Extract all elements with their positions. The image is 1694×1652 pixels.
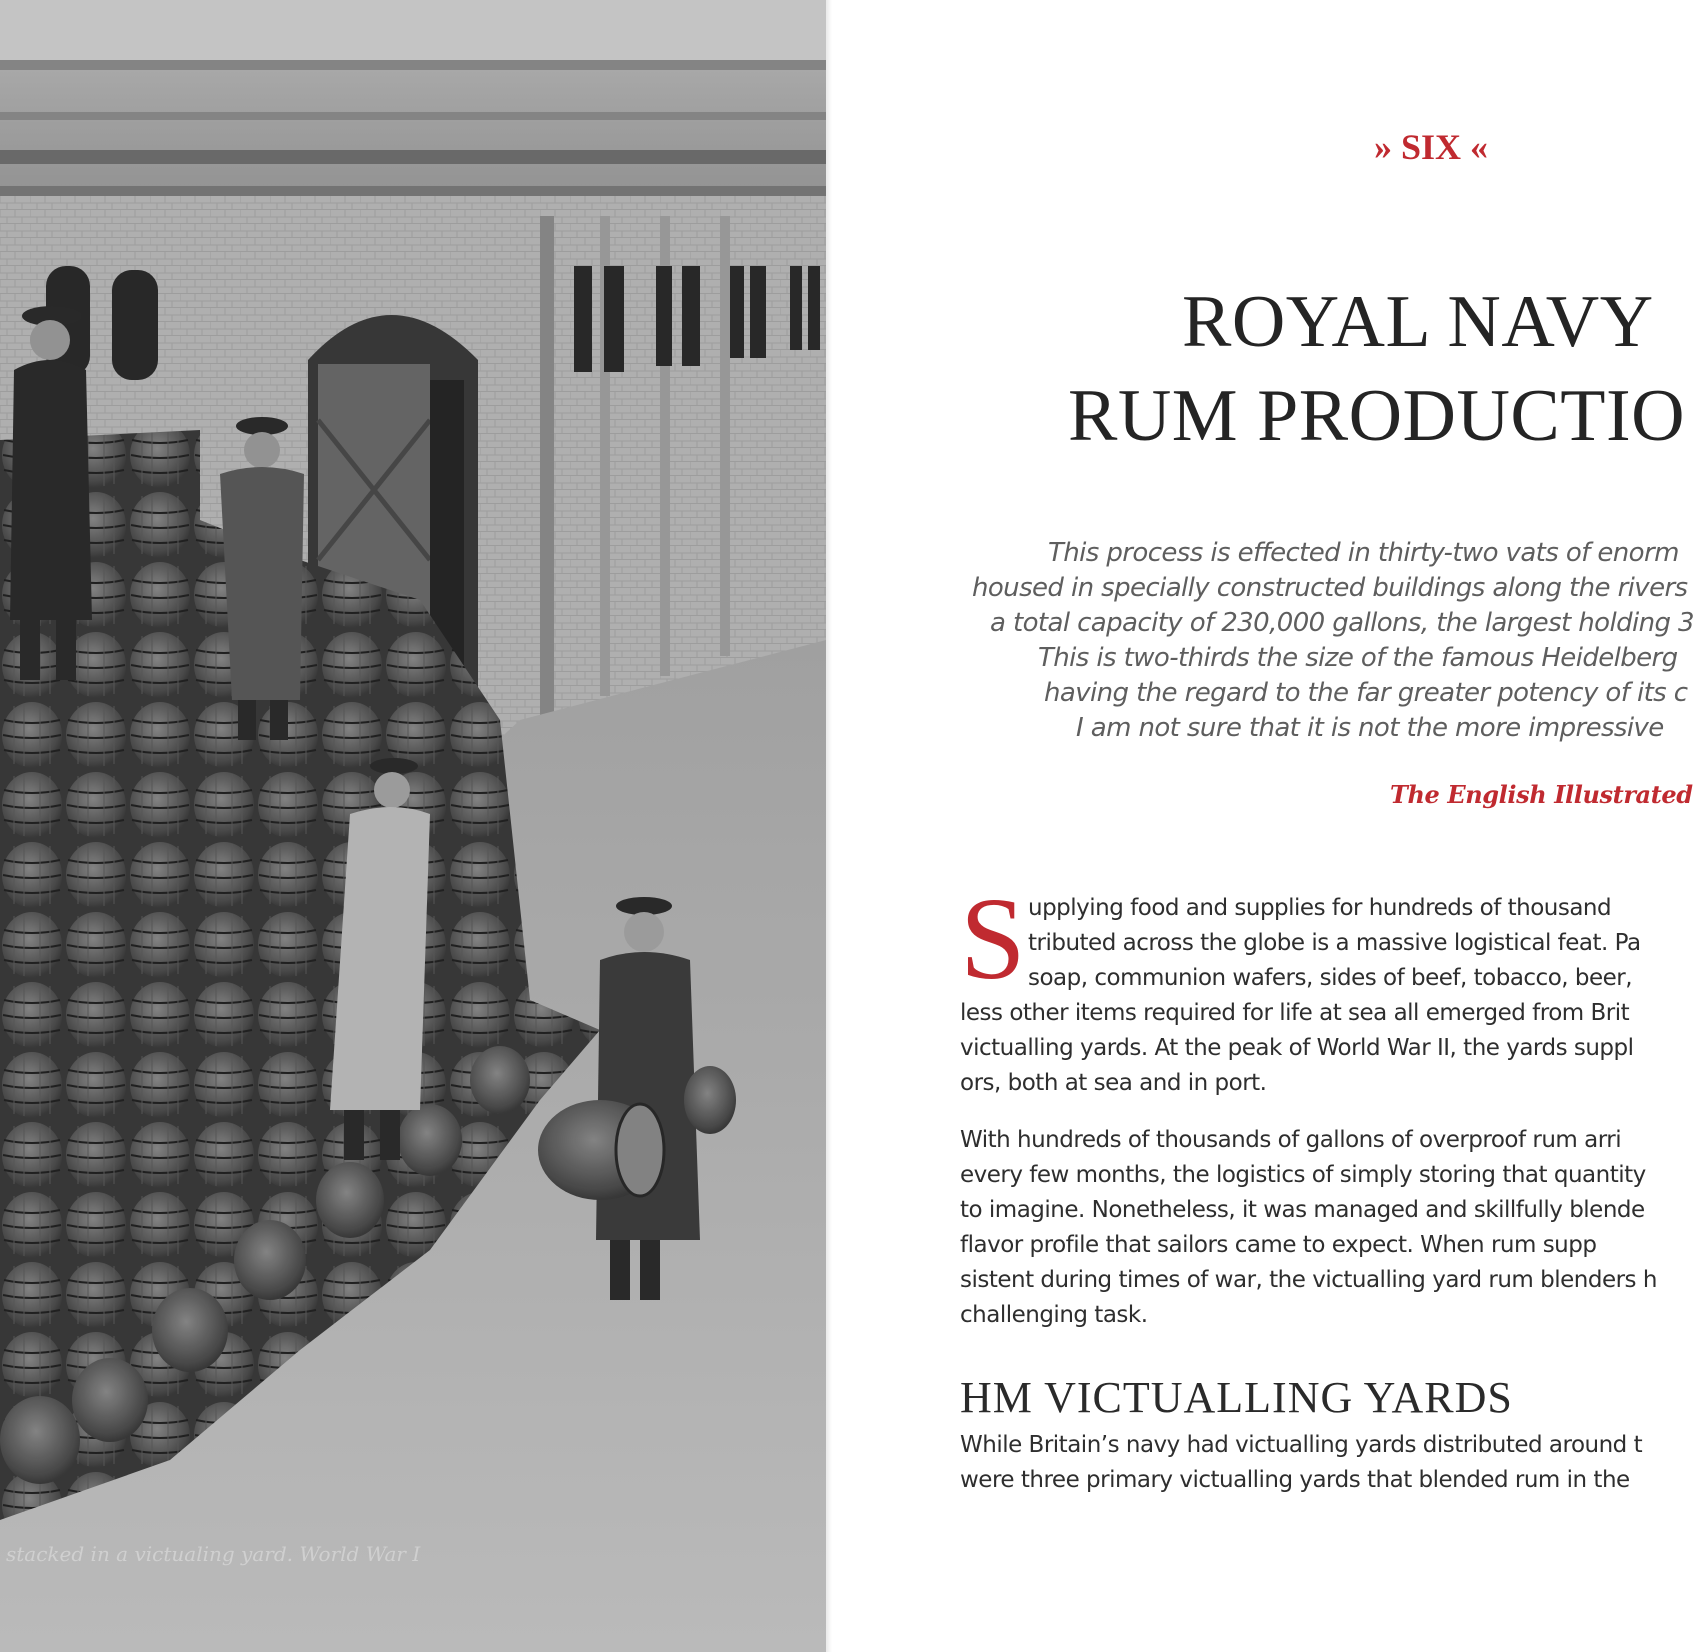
photo-caption: stacked in a victualing yard. World War I	[6, 1542, 421, 1566]
body-line: flavor profile that sailors came to expect. When rum supp	[960, 1232, 1597, 1258]
body-line: tributed across the globe is a massive logistical feat. Pa	[1028, 930, 1641, 956]
archival-photo	[0, 0, 826, 1652]
body-line: victualling yards. At the peak of World War II, the yards suppl	[960, 1035, 1634, 1061]
body-line: soap, communion wafers, sides of beef, tobacco, beer,	[1028, 965, 1633, 991]
body-line: were three primary victualling yards that blended rum in the	[960, 1467, 1630, 1493]
drop-cap: S	[960, 873, 1026, 1004]
body-line: sistent during times of war, the victualling yard rum blenders h	[960, 1267, 1657, 1293]
body-line: With hundreds of thousands of gallons of overproof rum arri	[960, 1127, 1622, 1153]
chapter-title-line-2: RUM PRODUCTIO	[1068, 375, 1686, 457]
body-line: While Britain’s navy had victualling yards distributed around t	[960, 1432, 1643, 1458]
body-line: upplying food and supplies for hundreds of thousand	[1028, 895, 1612, 921]
body-line: ors, both at sea and in port.	[960, 1070, 1267, 1096]
epigraph-line: a total capacity of 230,000 gallons, the largest holding 3	[990, 608, 1694, 638]
barrels-photo-icon	[0, 0, 826, 1652]
body-line: to imagine. Nonetheless, it was managed and skillfully blende	[960, 1197, 1645, 1223]
epigraph-line: This is two-thirds the size of the famous Heidelberg	[1038, 643, 1678, 673]
chapter-number: » SIX «	[1373, 127, 1489, 167]
epigraph-line: This process is effected in thirty-two vats of enorm	[1048, 538, 1679, 568]
section-heading: HM VICTUALLING YARDS	[960, 1373, 1513, 1422]
body-line: less other items required for life at sea all emerged from Brit	[960, 1000, 1630, 1026]
epigraph-line: I am not sure that it is not the more impressive	[1076, 713, 1664, 743]
epigraph-source: The English Illustrated	[1390, 780, 1693, 809]
body-line: every few months, the logistics of simply storing that quantity	[960, 1162, 1646, 1188]
text-page	[832, 0, 1694, 1652]
chapter-title-line-1: ROYAL NAVY	[1182, 281, 1654, 363]
body-line: challenging task.	[960, 1302, 1148, 1328]
epigraph-line: housed in specially constructed buildings along the rivers	[972, 573, 1688, 603]
epigraph-line: having the regard to the far greater potency of its c	[1044, 678, 1688, 708]
